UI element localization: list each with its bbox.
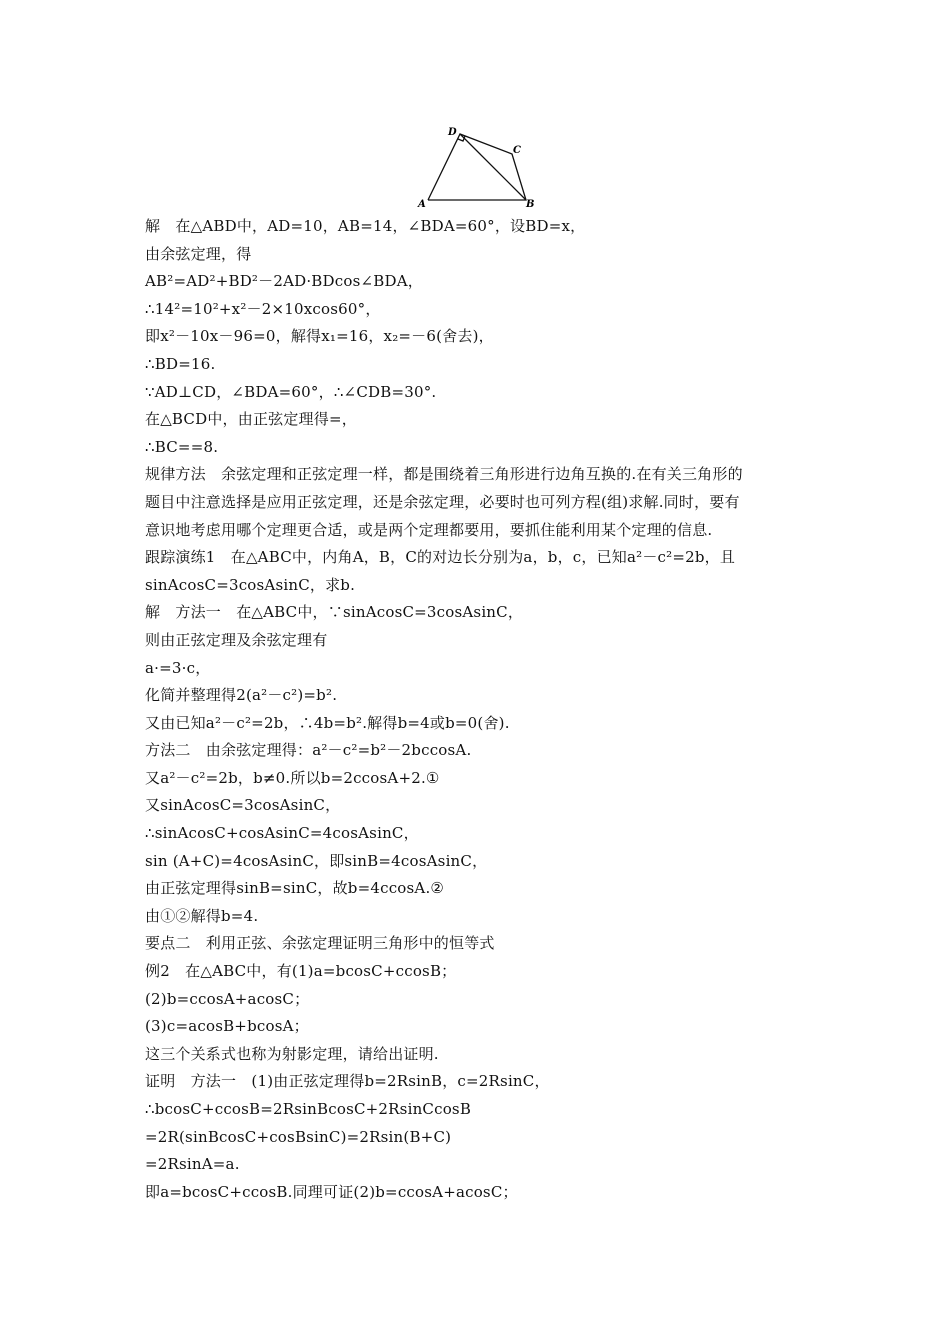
text-line: (3)c=acosB+bcosA； [145, 1017, 309, 1036]
text-line: 则由正弦定理及余弦定理有 [145, 630, 328, 649]
label-a: A [418, 199, 426, 210]
text-line: 又a²－c²=2b，b≠0.所以b=2ccosA+2.① [145, 768, 440, 787]
text-line: 解 方法一 在△ABC中，∵sinAcosC=3cosAsinC， [145, 603, 524, 622]
text-line: 这三个关系式也称为射影定理，请给出证明. [145, 1044, 439, 1063]
text-line: 解 在△ABD中，AD=10，AB=14，∠BDA=60°，设BD=x， [145, 217, 586, 235]
example-heading-line: 例2 在△ABC中，有(1)a=bcosC+ccosB； [145, 962, 457, 981]
quadrilateral-outline [428, 134, 526, 200]
text-line: 化简并整理得2(a²－c²)=b². [145, 686, 338, 705]
text-line: 由正弦定理得sinB=sinC，故b=4ccosA.② [145, 879, 445, 898]
text-line: 证明 方法一 (1)由正弦定理得b=2RsinB，c=2RsinC， [145, 1072, 550, 1091]
text-line: AB²=AD²+BD²－2AD·BDcos∠BDA， [145, 272, 423, 291]
text-line: a·=3·c， [145, 658, 211, 677]
text-line: 由余弦定理，得 [145, 244, 252, 263]
text-line: ∴14²=10²+x²－2×10xcos60°， [145, 299, 381, 318]
text-line: 由①②解得b=4. [145, 906, 259, 925]
text-line: 又sinAcosC=3cosAsinC， [145, 796, 341, 815]
text-line: =2RsinA=a. [145, 1155, 240, 1174]
text-line: ∴sinAcosC+cosAsinC=4cosAsinC， [145, 824, 419, 843]
text-line: sin (A+C)=4cosAsinC，即sinB=4cosAsinC， [145, 851, 488, 870]
quadrilateral-figure [415, 120, 545, 212]
label-b: B [526, 199, 535, 210]
text-line: 意识地考虑用哪个定理更合适，或是两个定理都要用，要抓住能利用某个定理的信息. [145, 520, 713, 539]
text-line: 即a=bcosC+ccosB.同理可证(2)b=ccosA+acosC； [145, 1182, 518, 1201]
text-line: =2R(sinBcosC+cosBsinC)=2Rsin(B+C) [145, 1127, 452, 1146]
label-d: D [448, 127, 457, 138]
section-heading-line: 要点二 利用正弦、余弦定理证明三角形中的恒等式 [145, 934, 495, 953]
text-line: sinAcosC=3cosAsinC，求b. [145, 575, 356, 594]
text-line: ∵AD⊥CD，∠BDA=60°，∴∠CDB=30°. [145, 382, 437, 401]
solution-text [145, 213, 825, 1206]
label-c: C [513, 145, 521, 156]
text-line: 在△BCD中，由正弦定理得=， [145, 410, 357, 429]
text-line: 题目中注意选择是应用正弦定理，还是余弦定理，必要时也可列方程(组)求解.同时，要有 [145, 492, 740, 511]
text-line: 方法二 由余弦定理得：a²－c²=b²－2bccosA. [145, 741, 472, 760]
text-line: ∴BC==8. [145, 437, 219, 456]
method-heading-line: 规律方法 余弦定理和正弦定理一样，都是围绕着三角形进行边角互换的.在有关三角形的 [145, 465, 743, 484]
text-line: 又由已知a²－c²=2b，∴4b=b².解得b=4或b=0(舍). [145, 713, 510, 732]
text-line: ∴bcosC+ccosB=2RsinBcosC+2RsinCcosB [145, 1100, 472, 1118]
exercise-heading-line: 跟踪演练1 在△ABC中，内角A，B，C的对边长分别为a，b，c，已知a²－c²=2b，且 [145, 548, 736, 567]
text-line: 即x²－10x－96=0，解得x₁=16，x₂=－6(舍去)， [145, 327, 494, 346]
text-line: ∴BD=16. [145, 354, 216, 373]
text-line: (2)b=ccosA+acosC； [145, 989, 310, 1008]
